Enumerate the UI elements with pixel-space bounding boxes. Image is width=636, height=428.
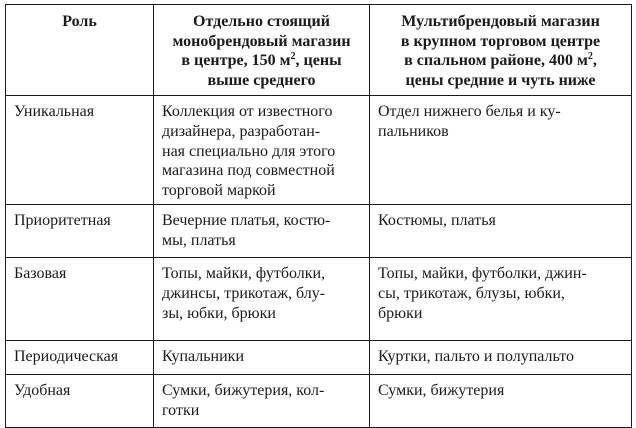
cell-mono: Топы, майки, футболки, джинсы, трикотаж, блу- зы, юбки, брюки (154, 258, 370, 341)
table-row (6, 96, 632, 205)
header-multi-area: в спальном районе, 400 м (404, 52, 588, 70)
cell-role: Удобная (6, 375, 154, 428)
header-multi-line (378, 51, 623, 71)
table-header-row (6, 5, 632, 96)
cell-mono: Сумки, бижутерия, кол- готки (154, 375, 370, 428)
cell-multi: Топы, майки, футболки, джин- сы, трикотаж, блузы, юбки, брюки (370, 258, 632, 341)
cell-multi: Отдел нижнего белья и ку- пальников (370, 96, 632, 205)
header-multi-store (370, 5, 632, 96)
table-row (6, 375, 632, 428)
header-multi-sup: 2 (587, 51, 593, 63)
cell-multi: Сумки, бижутерия (370, 375, 632, 428)
header-mono-line: монобрендовый магазин (172, 32, 351, 50)
table-row (6, 341, 632, 375)
cell-role: Приоритетная (6, 205, 154, 258)
header-mono-line (162, 51, 361, 71)
cell-multi: Костюмы, платья (370, 205, 632, 258)
table-row (6, 205, 632, 258)
header-multi-area-tail: , (592, 52, 597, 70)
cell-role: Уникальная (6, 96, 154, 205)
cell-mono: Купальники (154, 341, 370, 375)
header-mono-line: выше среднего (207, 71, 316, 89)
header-mono-area-tail: , цены (295, 52, 342, 70)
header-mono-line: Отдельно стоящий (193, 13, 330, 30)
header-role: Роль (6, 5, 154, 96)
header-multi-line: в крупном торговом центре (400, 32, 601, 50)
header-mono-area: в центре, 150 м (181, 52, 291, 70)
cell-multi: Куртки, пальто и полупальто (370, 341, 632, 375)
header-mono-sup: 2 (290, 51, 296, 63)
cell-mono: Коллекция от известного дизайнера, разработан- ная специально для этого магазина под совместной торговой маркой (154, 96, 370, 205)
header-multi-line: цены средние и чуть ниже (405, 71, 596, 89)
table-row (6, 258, 632, 341)
header-multi-line: Мультибрендовый магазин (401, 13, 600, 30)
cell-mono: Вечерние платья, костю- мы, платья (154, 205, 370, 258)
cell-role: Периодическая (6, 341, 154, 375)
header-mono-store (154, 5, 370, 96)
cell-role: Базовая (6, 258, 154, 341)
roles-table (5, 4, 632, 428)
